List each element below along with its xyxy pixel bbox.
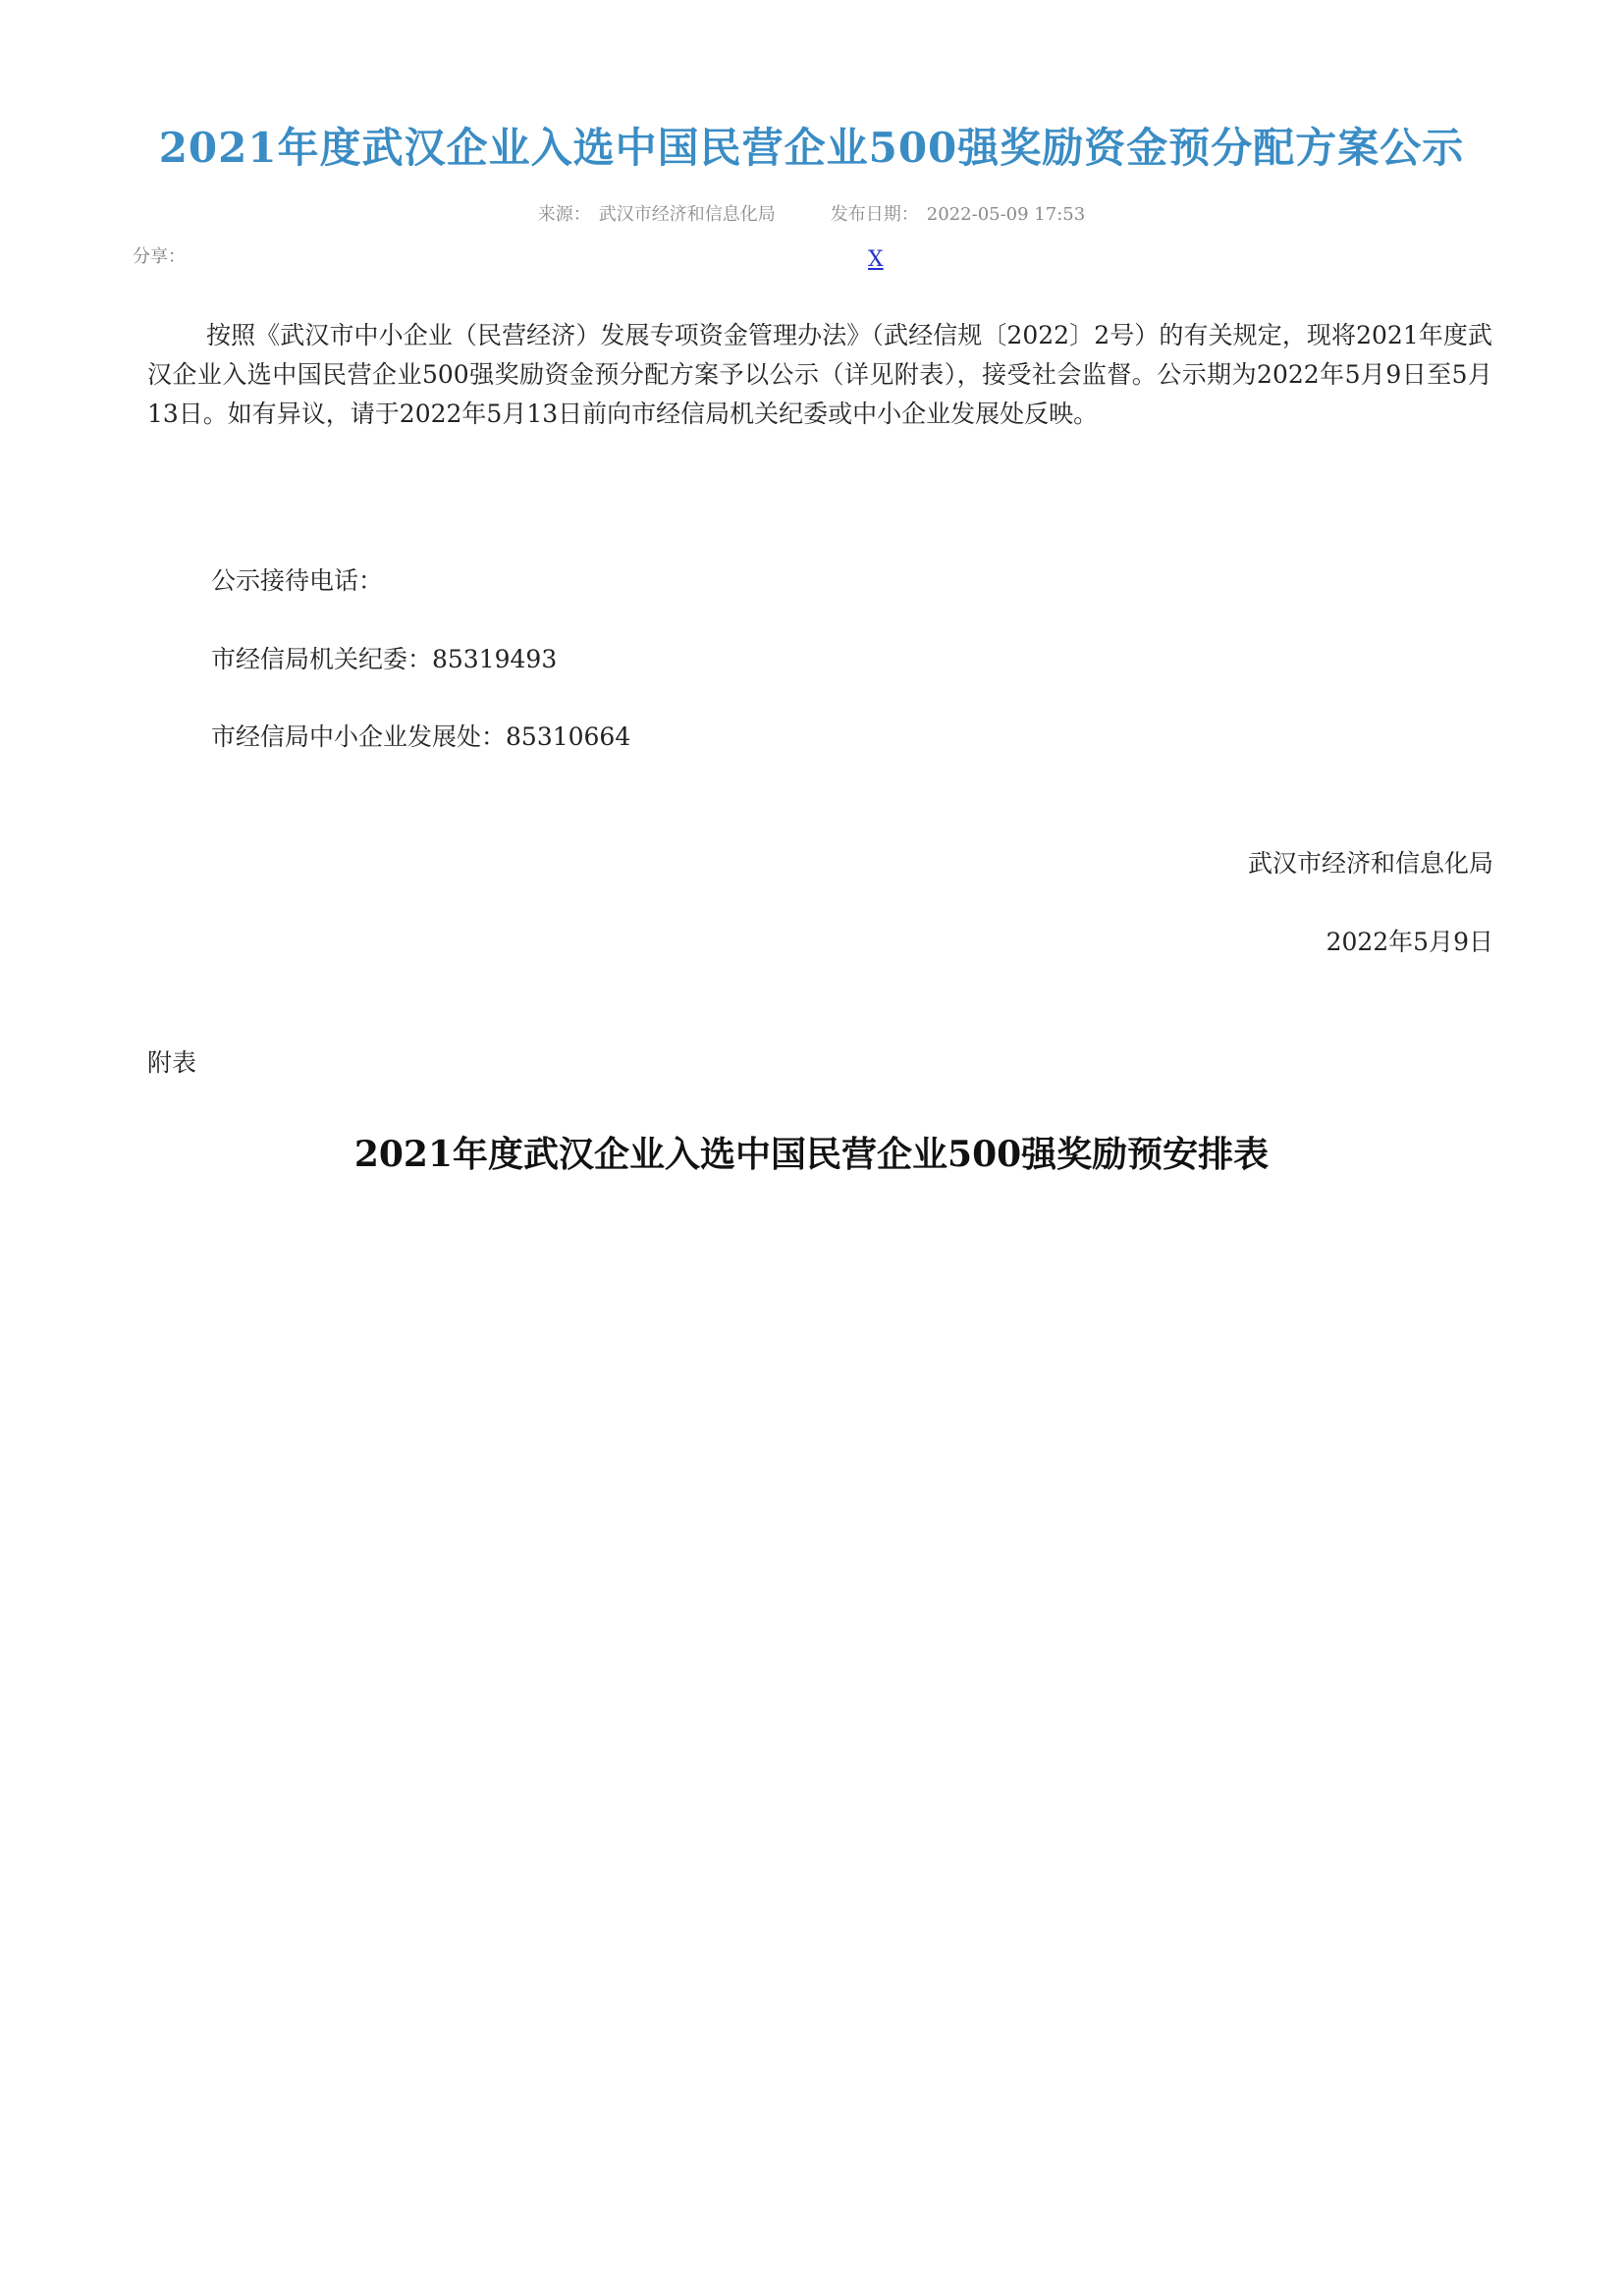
publish-date-value: 2022-05-09 17:53 xyxy=(926,204,1086,225)
share-x-link[interactable]: X xyxy=(868,247,884,272)
notice-paragraph: 按照《武汉市中小企业（民营经济）发展专项资金管理办法》（武经信规〔2022〕2号）的有关规定，现将2021年度武汉企业入选中国民营企业500强奖励资金预分配方案予以公示（详见附表），接受社会监督。公示期为2022年5月9日至5月13日。如有异议，请于2022年5月13日前向市经信局机关纪委或中小企业发展处反映。 xyxy=(147,321,1492,428)
signature-org: 武汉市经济和信息化局 xyxy=(1247,849,1493,878)
publish-date-label: 发布日期： xyxy=(830,204,919,225)
source-value: 武汉市经济和信息化局 xyxy=(598,204,776,225)
attachment-label: 附表 xyxy=(147,1048,197,1077)
signature-date: 2022年5月9日 xyxy=(1325,928,1493,956)
attachment-table-title: 2021年度武汉企业入选中国民营企业500强奖励预安排表 xyxy=(353,1134,1270,1175)
page-title: 2021年度武汉企业入选中国民营企业500强奖励资金预分配方案公示 xyxy=(158,124,1465,172)
phone-discipline-committee: 市经信局机关纪委：85319493 xyxy=(211,645,558,673)
phone-heading: 公示接待电话： xyxy=(211,566,384,595)
article-meta xyxy=(0,200,1623,226)
phone-sme-department: 市经信局中小企业发展处：85310664 xyxy=(211,722,631,751)
share-label: 分享： xyxy=(133,246,186,267)
source-label: 来源： xyxy=(537,204,591,225)
